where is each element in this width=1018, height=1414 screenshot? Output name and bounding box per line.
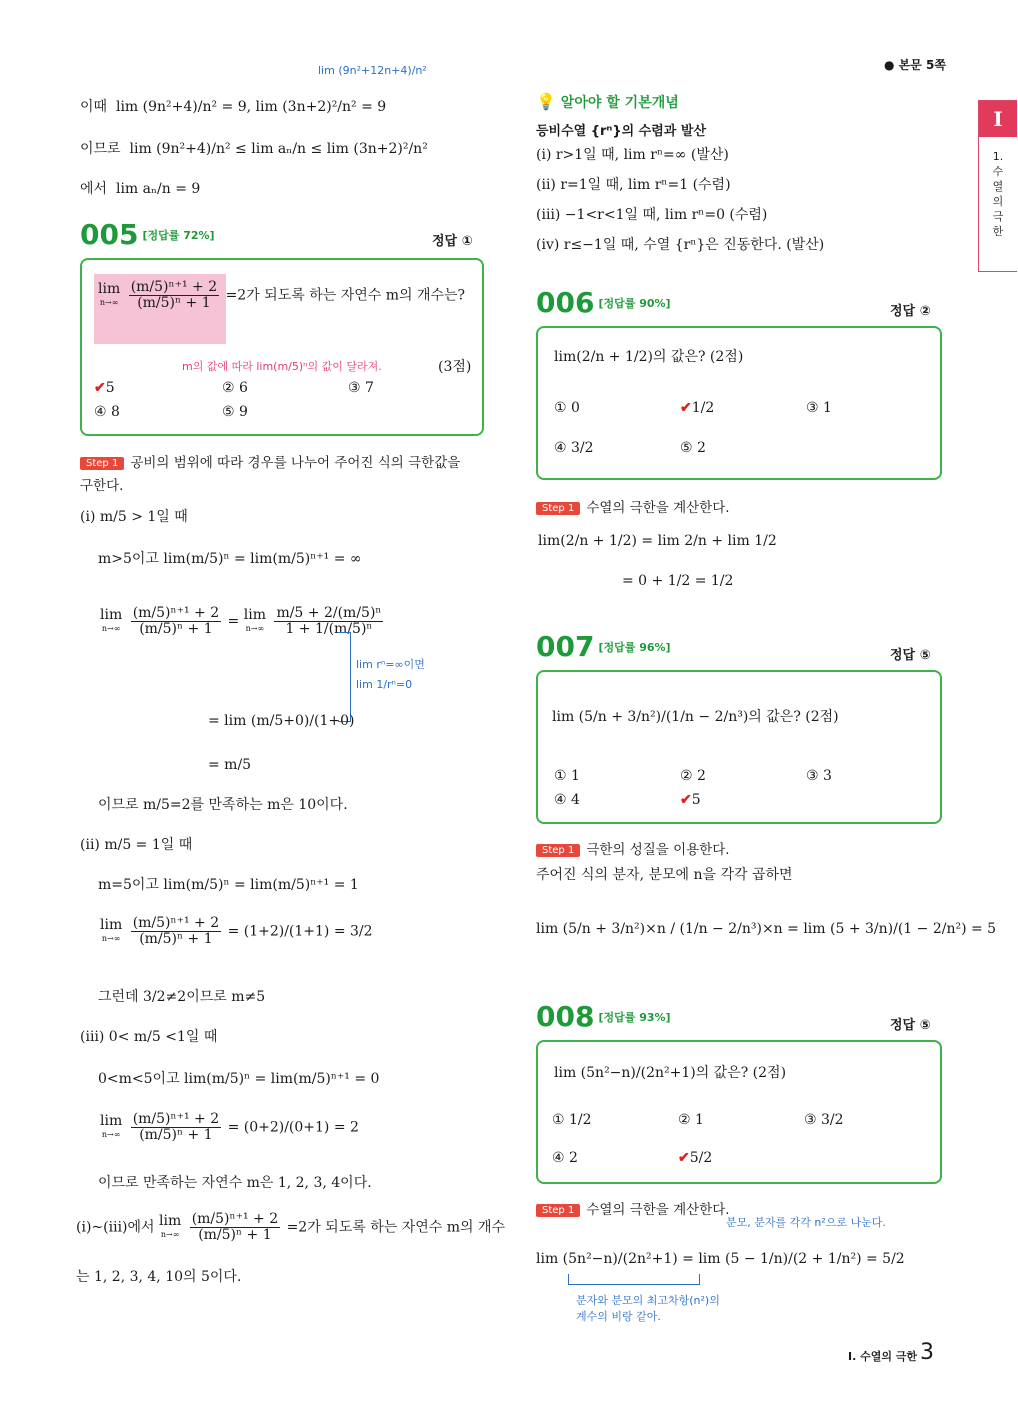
- chapter-roman: I: [979, 101, 1017, 137]
- check-mark-icon: ✔: [678, 1150, 690, 1166]
- case1-bracket: [338, 632, 351, 722]
- step1-006: Step 1 수열의 극한을 계산한다.: [536, 496, 730, 516]
- case2-c: 그런데 3/2≠2이므로 m≠5: [98, 989, 266, 1005]
- case1-b: lim n→∞ $\frac{\text{(m/5)ⁿ⁺¹ + 2}}{\text{(m/5)ⁿ + 1}}$ = lim n→∞ $\frac{\text{m/5 + 2/(m/5)ⁿ}}{\text{1 + 1/(m/5)ⁿ}}$: [100, 605, 382, 637]
- rate-008: [정답률 93%]: [598, 1011, 671, 1024]
- case2-a: m=5이고 lim(m/5)ⁿ = lim(m/5)ⁿ⁺¹ = 1: [98, 877, 359, 893]
- note-008-bottom-1: 분자와 분모의 최고차항(n²)의: [576, 1294, 720, 1307]
- option-008-5[interactable]: ✔5/2: [678, 1150, 713, 1166]
- note-008-top: 분모, 분자를 각각 n²으로 나눈다.: [726, 1216, 886, 1229]
- concept-item-3: (ⅲ) −1<r<1일 때, lim rⁿ=0 (수렴): [536, 207, 768, 223]
- problem-number-006: 006 [정답률 90%]: [536, 286, 671, 319]
- option-005-5[interactable]: ⑤ 9: [222, 404, 248, 420]
- concept-item-4: (ⅳ) r≤−1일 때, 수열 {rⁿ}은 진동한다. (발산): [536, 237, 825, 253]
- rate-007: [정답률 96%]: [598, 641, 671, 654]
- answer-008: 정답 ⑤: [890, 1018, 931, 1033]
- option-007-1[interactable]: ① 1: [554, 768, 580, 784]
- conclusion-005-c: 는 1, 2, 3, 4, 10의 5이다.: [76, 1269, 242, 1285]
- work-line-2: 이므로 lim (9n²+4)/n² ≤ lim aₙ/n ≤ lim (3n+2)²/n²: [80, 141, 428, 157]
- chapter-title: 1. 수열의 극한: [992, 150, 1004, 238]
- lightbulb-icon: 💡: [536, 92, 556, 111]
- option-006-1[interactable]: ① 0: [554, 400, 580, 416]
- case2-head: (ⅱ) m/5 = 1일 때: [80, 837, 193, 853]
- note-008-bracket: [568, 1274, 700, 1285]
- option-008-3[interactable]: ③ 3/2: [804, 1112, 844, 1128]
- answer-007: 정답 ⑤: [890, 648, 931, 663]
- work-006-2: = 0 + 1/2 = 1/2: [622, 573, 734, 589]
- question-text-008: lim (5n²−n)/(2n²+1)의 값은? (2점): [554, 1065, 787, 1081]
- option-006-5[interactable]: ⑤ 2: [680, 440, 706, 456]
- circle-bullet-icon: ●: [884, 58, 895, 72]
- rate-005: [정답률 72%]: [142, 229, 215, 242]
- problem-number-007: 007 [정답률 96%]: [536, 630, 671, 663]
- option-006-4[interactable]: ④ 3/2: [554, 440, 594, 456]
- question-box-006: [536, 326, 942, 480]
- option-007-3[interactable]: ③ 3: [806, 768, 832, 784]
- step1-008: Step 1 수열의 극한을 계산한다.: [536, 1198, 730, 1218]
- pink-note-005: m의 값에 따라 lim(m/5)ⁿ의 값이 달라져.: [182, 360, 382, 373]
- step1-007: Step 1 극한의 성질을 이용한다.: [536, 838, 730, 858]
- case3-a: 0<m<5이고 lim(m/5)ⁿ = lim(m/5)ⁿ⁺¹ = 0: [98, 1071, 380, 1087]
- concept-title: 💡 알아야 할 기본개념: [536, 92, 679, 111]
- option-005-2[interactable]: ② 6: [222, 380, 248, 396]
- answer-006: 정답 ②: [890, 304, 931, 319]
- step1-005-cont: 구한다.: [80, 478, 124, 494]
- note-008-bottom-2: 계수의 비랑 같아.: [576, 1310, 661, 1323]
- case1-e: 이므로 m/5=2를 만족하는 m은 10이다.: [98, 797, 348, 813]
- case3-c: 이므로 만족하는 자연수 m은 1, 2, 3, 4이다.: [98, 1175, 372, 1191]
- option-007-5[interactable]: ✔5: [680, 792, 701, 808]
- chapter-side-tab[interactable]: [978, 100, 1017, 272]
- option-005-3[interactable]: ③ 7: [348, 380, 374, 396]
- case2-b: lim n→∞ $\frac{\text{(m/5)ⁿ⁺¹ + 2}}{\text{(m/5)ⁿ + 1}}$ = (1+2)/(1+1) = 3/2: [100, 915, 373, 947]
- work-line-3: 에서 lim aₙ/n = 9: [80, 181, 201, 197]
- top-note: lim (9n²+12n+4)/n²: [318, 64, 427, 77]
- option-006-2[interactable]: ✔1/2: [680, 400, 715, 416]
- check-mark-icon: ✔: [680, 792, 692, 808]
- option-005-1[interactable]: ✔5: [94, 380, 115, 396]
- question-box-007: [536, 670, 942, 824]
- case1-head: (ⅰ) m/5 > 1일 때: [80, 509, 188, 525]
- option-008-4[interactable]: ④ 2: [552, 1150, 578, 1166]
- check-mark-icon: ✔: [680, 400, 692, 416]
- case1-a: m>5이고 lim(m/5)ⁿ = lim(m/5)ⁿ⁺¹ = ∞: [98, 551, 362, 567]
- case1-d: = m/5: [208, 757, 252, 773]
- case1-note-2: lim 1/rⁿ=0: [356, 678, 413, 691]
- work-007-1: lim (5/n + 3/n²)×n / (1/n − 2/n³)×n = lim (5 + 3/n)/(1 − 2/n²) = 5: [536, 921, 997, 937]
- conclusion-005: (ⅰ)~(ⅲ)에서 lim n→∞ $\frac{\text{(m/5)ⁿ⁺¹ + 2}}{\text{(m/5)ⁿ + 1}}$ =2가 되도록 하는 자연수 m의 개수: [76, 1211, 506, 1243]
- question-box-005: [80, 258, 484, 436]
- option-008-2[interactable]: ② 1: [678, 1112, 704, 1128]
- option-007-2[interactable]: ② 2: [680, 768, 706, 784]
- points-005: (3점): [438, 359, 472, 375]
- concept-item-1: (ⅰ) r>1일 때, lim rⁿ=∞ (발산): [536, 147, 729, 163]
- question-expression: lim n→∞ $\frac{\text{(m/5)ⁿ⁺¹ + 2}}{\text{(m/5)ⁿ + 1}}$ =2가 되도록 하는 자연수 m의 개수는?: [98, 279, 466, 311]
- page-number: 3: [920, 1340, 934, 1365]
- problem-number-005: 005 [정답률 72%]: [80, 218, 215, 251]
- footer-chapter: I. 수열의 극한: [848, 1350, 918, 1363]
- case3-b: lim n→∞ $\frac{\text{(m/5)ⁿ⁺¹ + 2}}{\text{(m/5)ⁿ + 1}}$ = (0+2)/(0+1) = 2: [100, 1111, 359, 1143]
- check-mark-icon: ✔: [94, 380, 106, 396]
- case3-head: (ⅲ) 0< m/5 <1일 때: [80, 1029, 218, 1045]
- option-008-1[interactable]: ① 1/2: [552, 1112, 592, 1128]
- work-006-1: lim(2/n + 1/2) = lim 2/n + lim 1/2: [538, 533, 777, 549]
- step1-005: Step 1 공비의 범위에 따라 경우를 나누어 주어진 식의 극한값을: [80, 451, 460, 471]
- question-text-006: lim(2/n + 1/2)의 값은? (2점): [554, 349, 744, 365]
- option-005-4[interactable]: ④ 8: [94, 404, 120, 420]
- option-007-4[interactable]: ④ 4: [554, 792, 580, 808]
- option-006-3[interactable]: ③ 1: [806, 400, 832, 416]
- concept-subtitle: 등비수열 {rⁿ}의 수렴과 발산: [536, 124, 707, 139]
- answer-005: 정답 ①: [432, 234, 473, 249]
- case1-c: = lim (m/5+0)/(1+0): [208, 713, 355, 729]
- case1-note-1: lim rⁿ=∞이면: [356, 658, 425, 671]
- work-007-intro: 주어진 식의 분자, 분모에 n을 각각 곱하면: [536, 867, 793, 883]
- work-008-1: lim (5n²−n)/(2n²+1) = lim (5 − 1/n)/(2 + 1/n²) = 5/2: [536, 1251, 905, 1267]
- question-text-007: lim (5/n + 3/n²)/(1/n − 2/n³)의 값은? (2점): [552, 709, 839, 725]
- problem-number-008: 008 [정답률 93%]: [536, 1000, 671, 1033]
- question-text-005: =2가 되도록 하는 자연수 m의 개수는?: [225, 287, 466, 304]
- work-line-1: 이때 lim (9n²+4)/n² = 9, lim (3n+2)²/n² = 9: [80, 99, 387, 115]
- rate-006: [정답률 90%]: [598, 297, 671, 310]
- page-ref: ● 본문 5쪽: [884, 58, 946, 72]
- question-box-008: [536, 1040, 942, 1184]
- concept-item-2: (ⅱ) r=1일 때, lim rⁿ=1 (수렴): [536, 177, 731, 193]
